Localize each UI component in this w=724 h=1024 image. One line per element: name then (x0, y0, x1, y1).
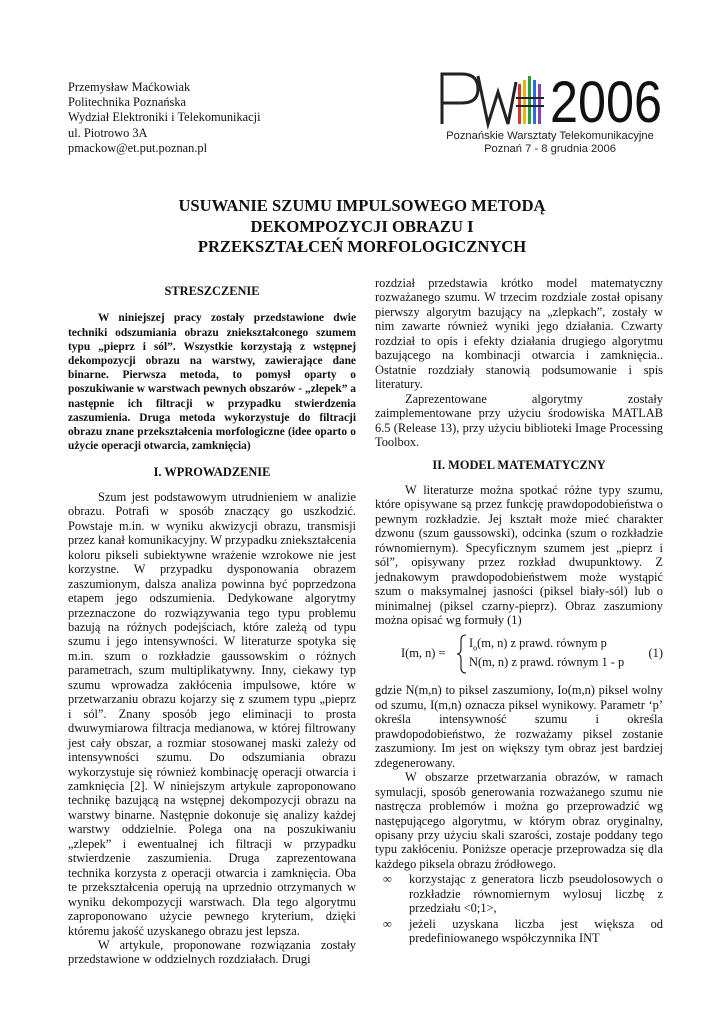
title-line: PRZEKSZTAŁCEŃ MORFOLOGICZNYCH (197, 237, 527, 256)
list-item-text: korzystając z generatora liczb pseudolosowych o rozkładzie równomiernym wylosuj liczbę z przedziału <0;1>, (409, 872, 663, 916)
list-item (375, 917, 663, 946)
model-paragraph-1: W literaturze można spotkać różne typy szumu, które opisywane są przez funkcję prawdopodobieństwa o pewnym rozkładzie. Jej kształt może mieć charakter dzwonu (szum gaussowski), odcinka (szum o rozkładzie równomiernym). Specyficznym szumem jest „pieprz i sól”, opisywany przez rozkład dwupunktowy. Z jednakowym prawdopodobieństwem może wystąpić szum o maksymalnej jasności (piksel biały-sól) lub o minimalnej (piksel czarny-pieprz). Obraz zaszumiony można opisać wg formuły (1) (375, 482, 663, 627)
author-block (68, 80, 261, 156)
title-line: USUWANIE SZUMU IMPULSOWEGO METODĄ (178, 196, 546, 215)
intro-heading: I. WPROWADZENIE (153, 465, 271, 480)
author-university: Politechnika Poznańska (68, 95, 187, 110)
author-email: pmackow@et.put.poznan.pl (68, 140, 208, 155)
infinity-bullet-icon: ∞ (383, 916, 392, 931)
equation-case-1: $I_o(m$, n) z prawd. równym p (469, 636, 607, 653)
equation-number: (1) (648, 646, 663, 661)
equation-1 (375, 633, 663, 675)
author-name: Przemysław Maćkowiak (68, 80, 191, 94)
author-faculty: Wydział Elektroniki i Telekomunikacji (68, 110, 261, 125)
model-paragraph-3: W obszarze przetwarzania obrazów, w ramach symulacji, sposób generowania rozważanego szumu nie nastręcza problemów i można go przeprowadzić wg następującego algorytmu, w którym obraz oryginalny, opisany przy użyciu skali szarości, zostaje poddany tego typu zakłóceniu. Poniższe operacje przeprowadza się dla każdego piksela obrazu źródłowego. (375, 770, 663, 871)
equation-lhs: I(m, n) = (401, 646, 446, 661)
infinity-bullet-icon: ∞ (383, 872, 392, 887)
list-item-text: jeżeli uzyskana liczba jest większa od predefiniowanego współczynnika INT (409, 916, 663, 946)
conference-logo (432, 62, 668, 162)
equation-case-2: N(m, n) z prawd. równym 1 - p (469, 655, 625, 670)
left-column (68, 276, 356, 967)
list-item (375, 872, 663, 915)
intro-paragraph-2: W artykule, proponowane rozwiązania zostały przedstawione w oddzielnych rozdziałach. Drugi (68, 937, 356, 967)
paper-title (60, 196, 664, 258)
right-paragraph-2: Zaprezentowane algorytmy zostały zaimplementowane przy użyciu środowiska MATLAB 6.5 (Release 13), przy użyciu biblioteki Image Processing Toolbox. (375, 391, 663, 449)
pwt-logo-graphic (432, 62, 668, 130)
author-street: ul. Piotrowo 3A (68, 125, 148, 140)
logo-year: 2006 (550, 70, 662, 130)
right-paragraph-1: rozdział przedstawia krótko model matematyczny rozważanego szumu. W trzecim rozdziale został opisany pierwszy algorytm bazujący na „zlepkach”, zostały w nim zawarte również wyniki jego działania. Czwarty rozdział to opis i efekty działania drugiego algorytmu bazującego na kombinacji otwarcia i zamknięcia.. Ostatnie rozdziały stanowią podsumowanie i spis literatury. (375, 276, 663, 392)
model-paragraph-2: gdzie N(m,n) to piksel zaszumiony, Io(m,n) piksel wolny od szumu, I(m,n) oznacza piksel wynikowy. Parametr ‘p’ określa intensywność szumu i określa prawdopodobieństwo, że rozważamy piksel zostanie zaszumiony. Im jest on większy tym obraz jest bardziej zdegenerowany. (375, 683, 663, 770)
model-heading: II. MODEL MATEMATYCZNY (432, 458, 606, 473)
left-brace-icon (457, 634, 467, 674)
abstract-text: W niniejszej pracy zostały przedstawione dwie techniki odszumiania obrazu zniekształconego szumem typu „pieprz i sól”. Wszystkie korzystają z wstępnej dekompozycji obrazu na warstwy, zawierające dane binarne. Pierwsza metoda, to pomysł oparty o poszukiwanie w warstwach pewnych obszarów - „zlepek” a następnie ich filtracji w przypadku stwierdzenia zaszumienia. Druga metoda wykorzystuje do filtracji obrazu znane przekształcenia morfologiczne (idee oparto o użycie operacji otwarcia, zamknięcia) (68, 312, 356, 453)
conference-name: Poznańskie Warsztaty Telekomunikacyjne (446, 130, 654, 142)
conference-date: Poznań 7 - 8 grudnia 2006 (484, 143, 616, 155)
intro-paragraph-1: Szum jest podstawowym utrudnieniem w analizie obrazu. Potrafi w sposób znaczący go uszkodzić. Powstaje m.in. w wyniku akwizycji obrazu, transmisji przez kanał komunikacyjny. W przypadku zniekształcenia koloru pikseli subiektywne wrażenie wzrokowe nie jest korzystne. W przypadku dysponowania obrazem zaszumionym, dalsza analiza powinna być poprzedzona etapem jego odszumienia. Dedykowane algorytmy przeznaczone do rozwiązywania tego typu problemu bazują na różnych podejściach, które zależą od typu szumu i jego intensywności. W literaturze spotyka się m.in. szum o rozkładzie gaussowskim o różnych parametrach, szum multiplikatywny. Inny, ciekawy typ szumu wprowadza zakłócenia impulsowe, które w przetwarzaniu obrazu kojarzy się z szumem typu „pieprz i sól”. Znany sposób jego eliminacji to prosta dwuwymiarowa filtracja medianowa, w której filtrowany jest cały obszar, a rozmiar stosowanej maski zależy od intensywności szumu. Do odszumiania obrazu wykorzystuje się również kombinację operacji otwarcia i zamknięcia [2]. W niniejszym artykule zaproponowano technikę bazującą na wstępnej dekompozycji obrazu na warstwy binarne. Następnie dokonuje się analizy każdej warstwy oddzielnie. Polega ona na poszukiwaniu „zlepek” i ewentualnej ich filtracji w przypadku stwierdzenie zaszumienia. Druga zaprezentowana technika korzysta z operacji otwarcia i zamknięcia. Oba te przekształcenia operują na uprzednio otrzymanych w wyniku dekompozycji warstwach. Dla tego algorytmu zaproponowano użycie pewnego kryterium, dzięki któremu jakość uzyskanego obrazu jest lepsza. (68, 489, 356, 938)
abstract-heading: STRESZCZENIE (164, 284, 260, 298)
right-column (375, 276, 663, 946)
title-line: DEKOMPOZYCJI OBRAZU I (250, 216, 474, 236)
